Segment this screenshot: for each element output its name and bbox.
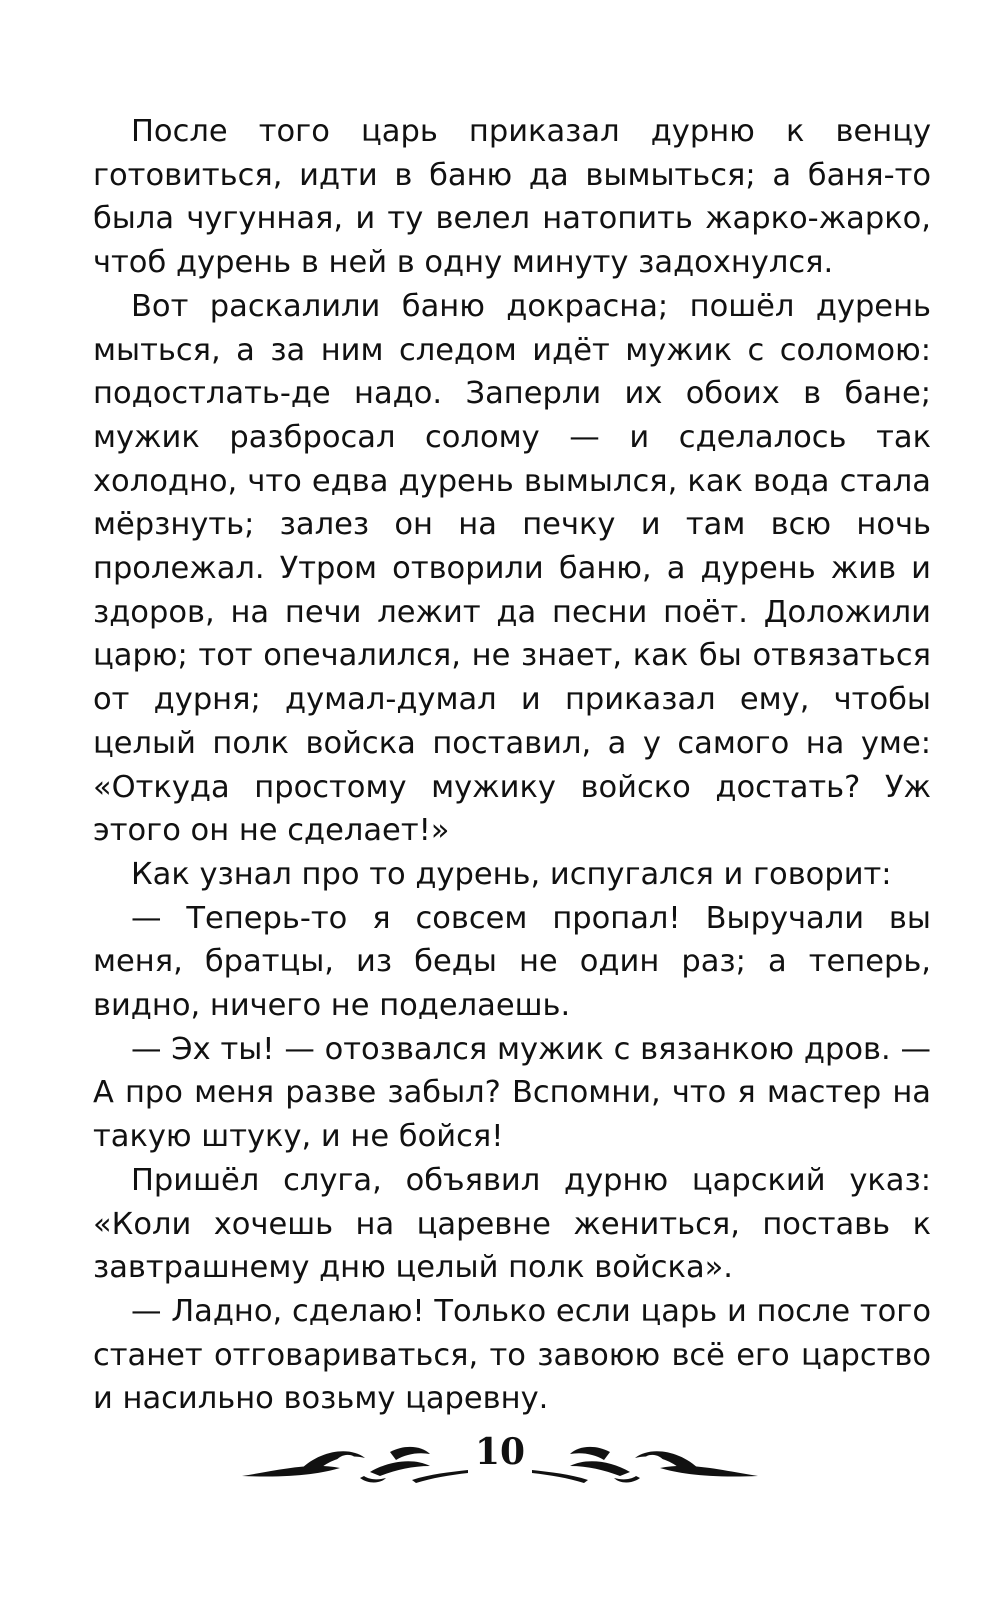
paragraph: После того царь приказал дурню к венцу готовиться, идти в баню да вымыться; а баня-то была чугунная, и ту велел натопить жарко-жарко, чтоб дурень в ней в одну минуту задохнулся. (93, 114, 931, 281)
page-number: 10 (474, 1431, 526, 1473)
paragraph: Пришёл слуга, объявил дурню царский указ: «Коли хочешь на царевне жениться, поставь к завтрашнему дню целый полк войска». (93, 1162, 931, 1286)
flourish-ornament-icon (530, 1440, 760, 1488)
flourish-ornament-icon (240, 1440, 470, 1488)
body-text (93, 110, 931, 1421)
paragraph: Как узнал про то дурень, испугался и говорит: (131, 856, 892, 892)
paragraph: Вот раскалили баню докрасна; пошёл дурень мыться, а за ним следом идёт мужик с соломою: подостлать-де надо. Заперли их обоих в бане; мужик разбросал солому — и сделалось так холодно, что едва дурень вымылся, как вода стала мёрзнуть; залез он на печку и там всю ночь пролежал. Утром отворили баню, а дурень жив и здоров, на печи лежит да песни поёт. Доложили царю; тот опечалился, не знает, как бы отвязаться от дурня; думал-думал и приказал ему, чтобы целый полк войска поставил, а у самого на уме: «Откуда простому мужику войско достать? Уж этого он не сделает!» (93, 288, 931, 849)
dialogue-paragraph: — Теперь-то я совсем пропал! Выручали вы меня, братцы, из беды не один раз; а теперь, видно, ничего не поделаешь. (93, 900, 931, 1024)
dialogue-paragraph: — Эх ты! — отозвался мужик с вязанкою дров. — А про меня разве забыл? Вспомни, что я мастер на такую штуку, и не бойся! (93, 1031, 931, 1155)
dialogue-paragraph: — Ладно, сделаю! Только если царь и после того станет отговариваться, то завоюю всё его царство и насильно возьму царевну. (93, 1293, 931, 1417)
page-footer (240, 1428, 760, 1498)
